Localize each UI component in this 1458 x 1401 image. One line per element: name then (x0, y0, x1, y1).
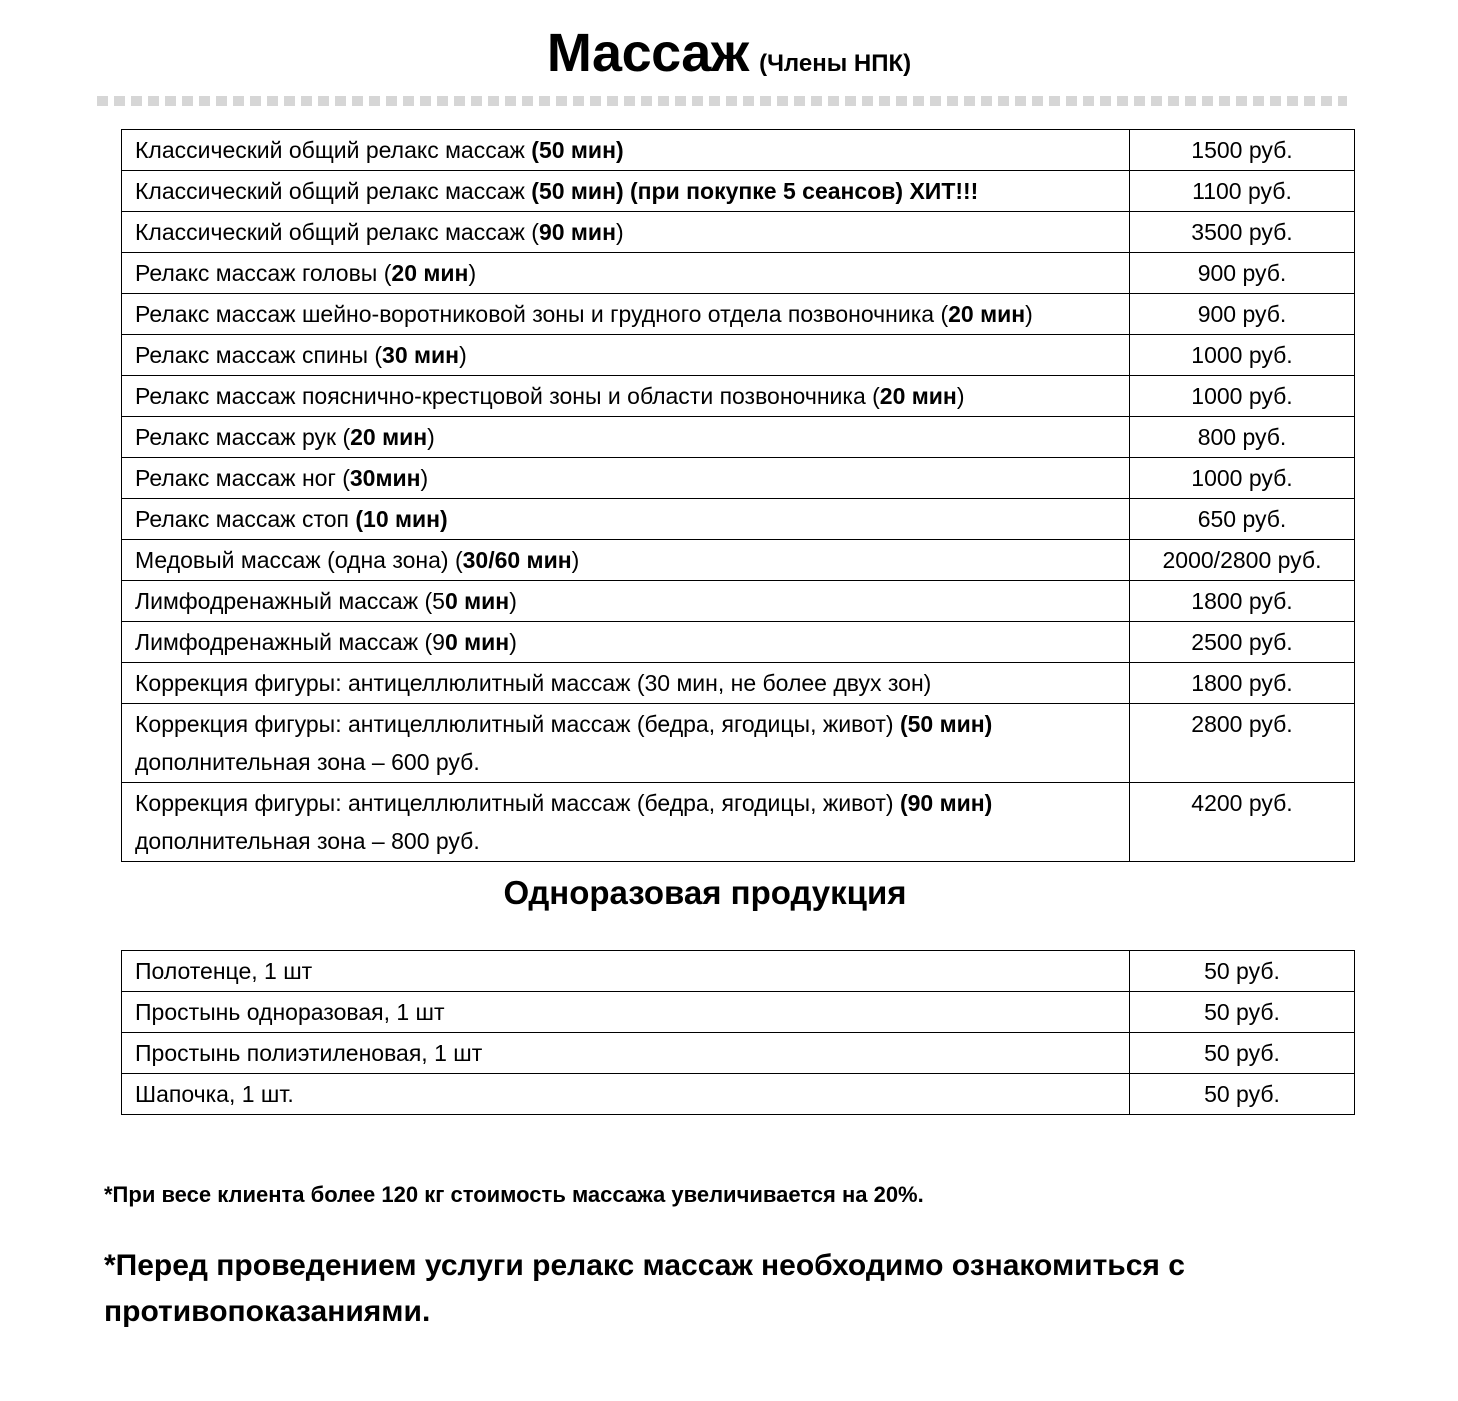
duration-text: 0 мин (444, 629, 510, 655)
table-row (122, 376, 1355, 417)
service-description (122, 622, 1130, 663)
description-text: Простынь полиэтиленовая, 1 шт (135, 1040, 483, 1066)
price-cell: 1000 руб. (1130, 458, 1355, 499)
description-text: Релакс массаж спины ( (135, 342, 383, 368)
table-row (122, 663, 1355, 704)
price-cell: 50 руб. (1130, 992, 1355, 1033)
duration-text: (50 мин) (531, 137, 624, 163)
service-description (122, 335, 1130, 376)
weight-note: *При весе клиента более 120 кг стоимость массажа увеличивается на 20%. (104, 1182, 924, 1207)
disposable-section-title: Одноразовая продукция (503, 874, 907, 911)
service-description (122, 951, 1130, 992)
massage-price-table (121, 129, 1355, 862)
service-description (122, 1033, 1130, 1074)
table-row (122, 294, 1355, 335)
page-title (0, 22, 1458, 84)
title-main: Массаж (546, 23, 749, 83)
service-description (122, 499, 1130, 540)
service-description (122, 540, 1130, 581)
duration-text: 20 мин (879, 383, 957, 409)
service-description (122, 294, 1130, 335)
disposable-price-table (121, 950, 1355, 1115)
duration-text: 20 мин (948, 301, 1026, 327)
duration-text: 90 мин (538, 219, 616, 245)
table-row (122, 581, 1355, 622)
service-description (122, 171, 1130, 212)
price-cell: 50 руб. (1130, 1074, 1355, 1115)
table-row (122, 335, 1355, 376)
description-text: Медовый массаж (одна зона) ( (135, 547, 463, 573)
duration-text: 30мин (349, 465, 421, 491)
table-row (122, 540, 1355, 581)
description-text: Коррекция фигуры: антицеллюлитный массаж (бедра, ягодицы, живот) (135, 790, 900, 816)
description-text: Релакс массаж рук ( (135, 424, 351, 450)
disposable-table-body (122, 951, 1355, 1115)
description-text: ) (509, 588, 517, 614)
service-description (122, 376, 1130, 417)
price-cell: 50 руб. (1130, 1033, 1355, 1074)
service-description (122, 581, 1130, 622)
price-cell: 2000/2800 руб. (1130, 540, 1355, 581)
service-description (122, 783, 1130, 862)
price-cell: 1800 руб. (1130, 581, 1355, 622)
description-text: Релакс массаж головы ( (135, 260, 392, 286)
description-text: Релакс массаж стоп (135, 506, 356, 532)
table-row (122, 1074, 1355, 1115)
duration-text: 20 мин (350, 424, 428, 450)
price-cell: 1800 руб. (1130, 663, 1355, 704)
description-text: Коррекция фигуры: антицеллюлитный массаж (бедра, ягодицы, живот) (135, 711, 900, 737)
description-text: ) (615, 219, 624, 245)
service-description (122, 663, 1130, 704)
description-text: ) (468, 260, 477, 286)
description-text: Классический общий релакс массаж ( (135, 219, 539, 245)
table-row (122, 458, 1355, 499)
description-text: ) (956, 383, 965, 409)
price-cell: 800 руб. (1130, 417, 1355, 458)
description-text: Коррекция фигуры: антицеллюлитный массаж (30 мин, не более двух зон) (135, 670, 932, 696)
table-row (122, 212, 1355, 253)
description-text: ) (1025, 301, 1033, 327)
massage-table-body (122, 130, 1355, 862)
description-text: ) (459, 342, 467, 368)
price-cell: 650 руб. (1130, 499, 1355, 540)
price-cell: 1000 руб. (1130, 376, 1355, 417)
description-text: ) (571, 547, 580, 573)
description-text: Полотенце, 1 шт (135, 958, 313, 984)
description-text: Релакс массаж ног ( (135, 465, 350, 491)
price-cell: 1500 руб. (1130, 130, 1355, 171)
service-description (122, 704, 1130, 783)
description-text: дополнительная зона – 800 руб. (135, 828, 480, 854)
dotted-divider (97, 96, 1347, 106)
duration-text: (50 мин) (899, 711, 993, 737)
table-row (122, 499, 1355, 540)
duration-text: (90 мин) (899, 790, 993, 816)
description-text: ) (509, 629, 517, 655)
price-cell: 1000 руб. (1130, 335, 1355, 376)
duration-text: (50 мин) (при покупке 5 сеансов) ХИТ!!! (531, 178, 979, 204)
price-cell: 50 руб. (1130, 951, 1355, 992)
table-row (122, 783, 1355, 862)
description-text: Классический общий релакс массаж (135, 178, 532, 204)
description-text: Лимфодренажный массаж (5 (135, 588, 445, 614)
duration-text: 0 мин (444, 588, 510, 614)
duration-text: 30 мин (382, 342, 460, 368)
table-row (122, 1033, 1355, 1074)
service-description (122, 992, 1130, 1033)
table-row (122, 704, 1355, 783)
description-text: дополнительная зона – 600 руб. (135, 749, 480, 775)
service-description (122, 1074, 1130, 1115)
description-text: Шапочка, 1 шт. (135, 1081, 294, 1107)
description-text: Простынь одноразовая, 1 шт (135, 999, 445, 1025)
price-cell: 900 руб. (1130, 253, 1355, 294)
table-row (122, 992, 1355, 1033)
table-row (122, 130, 1355, 171)
description-text: Релакс массаж пояснично-крестцовой зоны и области позвоночника ( (135, 383, 880, 409)
table-row (122, 253, 1355, 294)
price-cell: 900 руб. (1130, 294, 1355, 335)
table-row (122, 417, 1355, 458)
service-description (122, 253, 1130, 294)
duration-text: 30/60 мин (462, 547, 572, 573)
service-description (122, 417, 1130, 458)
service-description (122, 458, 1130, 499)
service-description (122, 130, 1130, 171)
duration-text: (10 мин) (355, 506, 448, 532)
table-row (122, 951, 1355, 992)
table-row (122, 171, 1355, 212)
description-text: Классический общий релакс массаж (135, 137, 532, 163)
description-text: Лимфодренажный массаж (9 (135, 629, 445, 655)
service-description (122, 212, 1130, 253)
price-cell: 3500 руб. (1130, 212, 1355, 253)
description-text: ) (427, 424, 435, 450)
table-row (122, 622, 1355, 663)
price-cell: 2800 руб. (1130, 704, 1355, 783)
price-cell: 2500 руб. (1130, 622, 1355, 663)
contraindications-note: *Перед проведением услуги релакс массаж необходимо ознакомиться с противопоказаниями. (104, 1249, 1185, 1328)
description-text: ) (420, 465, 429, 491)
duration-text: 20 мин (391, 260, 469, 286)
price-cell: 4200 руб. (1130, 783, 1355, 862)
title-subtitle: (Члены НПК) (759, 50, 912, 77)
description-text: Релакс массаж шейно-воротниковой зоны и грудного отдела позвоночника ( (135, 301, 949, 327)
price-cell: 1100 руб. (1130, 171, 1355, 212)
